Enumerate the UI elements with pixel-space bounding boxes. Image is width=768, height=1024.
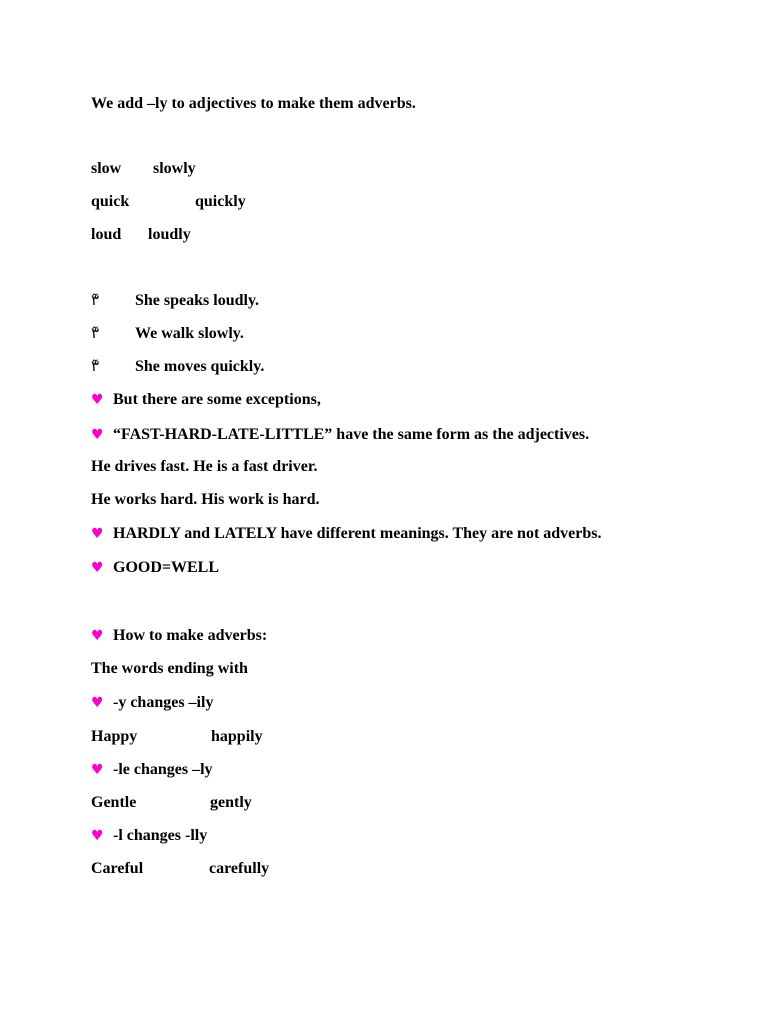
heart-icon: ♥ bbox=[91, 560, 104, 576]
rule-example-row bbox=[91, 727, 263, 747]
heart-icon: ♥ bbox=[91, 695, 104, 711]
exceptions-rule: “FAST-HARD-LATE-LITTLE” have the same form as the adjectives. bbox=[113, 426, 590, 443]
bullet-line bbox=[91, 425, 589, 445]
heart-icon: ♥ bbox=[91, 628, 104, 644]
intro-sentence: We add –ly to adjectives to make them adverbs. bbox=[91, 95, 416, 112]
rule-text: -l changes -lly bbox=[113, 827, 208, 844]
words-ending: The words ending with bbox=[91, 660, 248, 677]
bullet-line bbox=[91, 524, 602, 544]
heart-icon: ♥ bbox=[91, 427, 104, 443]
good-well: GOOD=WELL bbox=[113, 559, 220, 576]
exceptions-intro: But there are some exceptions, bbox=[113, 391, 321, 408]
bullet-line bbox=[91, 390, 321, 410]
pair-row bbox=[91, 159, 196, 179]
adverb: carefully bbox=[209, 860, 270, 877]
bullet-line bbox=[91, 558, 219, 578]
heart-icon: ♥ bbox=[91, 526, 104, 542]
word: Gentle bbox=[91, 794, 137, 811]
heart-icon: ♥ bbox=[91, 762, 104, 778]
adjective: slow bbox=[91, 160, 122, 177]
adverb: happily bbox=[211, 728, 263, 745]
bullet-glyph-icon: ٣̃ bbox=[91, 324, 100, 342]
word: Happy bbox=[91, 728, 138, 745]
heart-icon: ♥ bbox=[91, 828, 104, 844]
adjective: quick bbox=[91, 193, 130, 210]
adverb: gently bbox=[210, 794, 252, 811]
bullet-line bbox=[91, 760, 213, 780]
adverb: loudly bbox=[148, 226, 191, 243]
exception-example: He works hard. His work is hard. bbox=[91, 491, 320, 508]
rule-text: -y changes –ily bbox=[113, 694, 214, 711]
adjective: loud bbox=[91, 226, 122, 243]
bullet-line bbox=[91, 826, 207, 846]
heart-icon: ♥ bbox=[91, 392, 104, 408]
how-to-heading: How to make adverbs: bbox=[113, 627, 268, 644]
rule-text: -le changes –ly bbox=[113, 761, 213, 778]
bullet-glyph-icon: ٣̃ bbox=[91, 291, 100, 309]
example-sentence: We walk slowly. bbox=[135, 325, 244, 342]
adverb: quickly bbox=[195, 193, 246, 210]
pair-row bbox=[91, 225, 191, 245]
bullet-glyph-icon: ٣̃ bbox=[91, 357, 100, 375]
adverb: slowly bbox=[153, 160, 196, 177]
hardly-note: HARDLY and LATELY have different meanings. They are not adverbs. bbox=[113, 525, 602, 542]
pair-row bbox=[91, 192, 246, 212]
rule-example-row bbox=[91, 793, 252, 813]
example-row bbox=[91, 323, 244, 344]
example-row bbox=[91, 356, 264, 377]
bullet-line bbox=[91, 626, 267, 646]
rule-example-row bbox=[91, 859, 270, 879]
example-sentence: She speaks loudly. bbox=[135, 292, 260, 309]
exception-example: He drives fast. He is a fast driver. bbox=[91, 458, 318, 475]
word: Careful bbox=[91, 860, 144, 877]
bullet-line bbox=[91, 693, 213, 713]
example-row bbox=[91, 290, 259, 311]
example-sentence: She moves quickly. bbox=[135, 358, 265, 375]
